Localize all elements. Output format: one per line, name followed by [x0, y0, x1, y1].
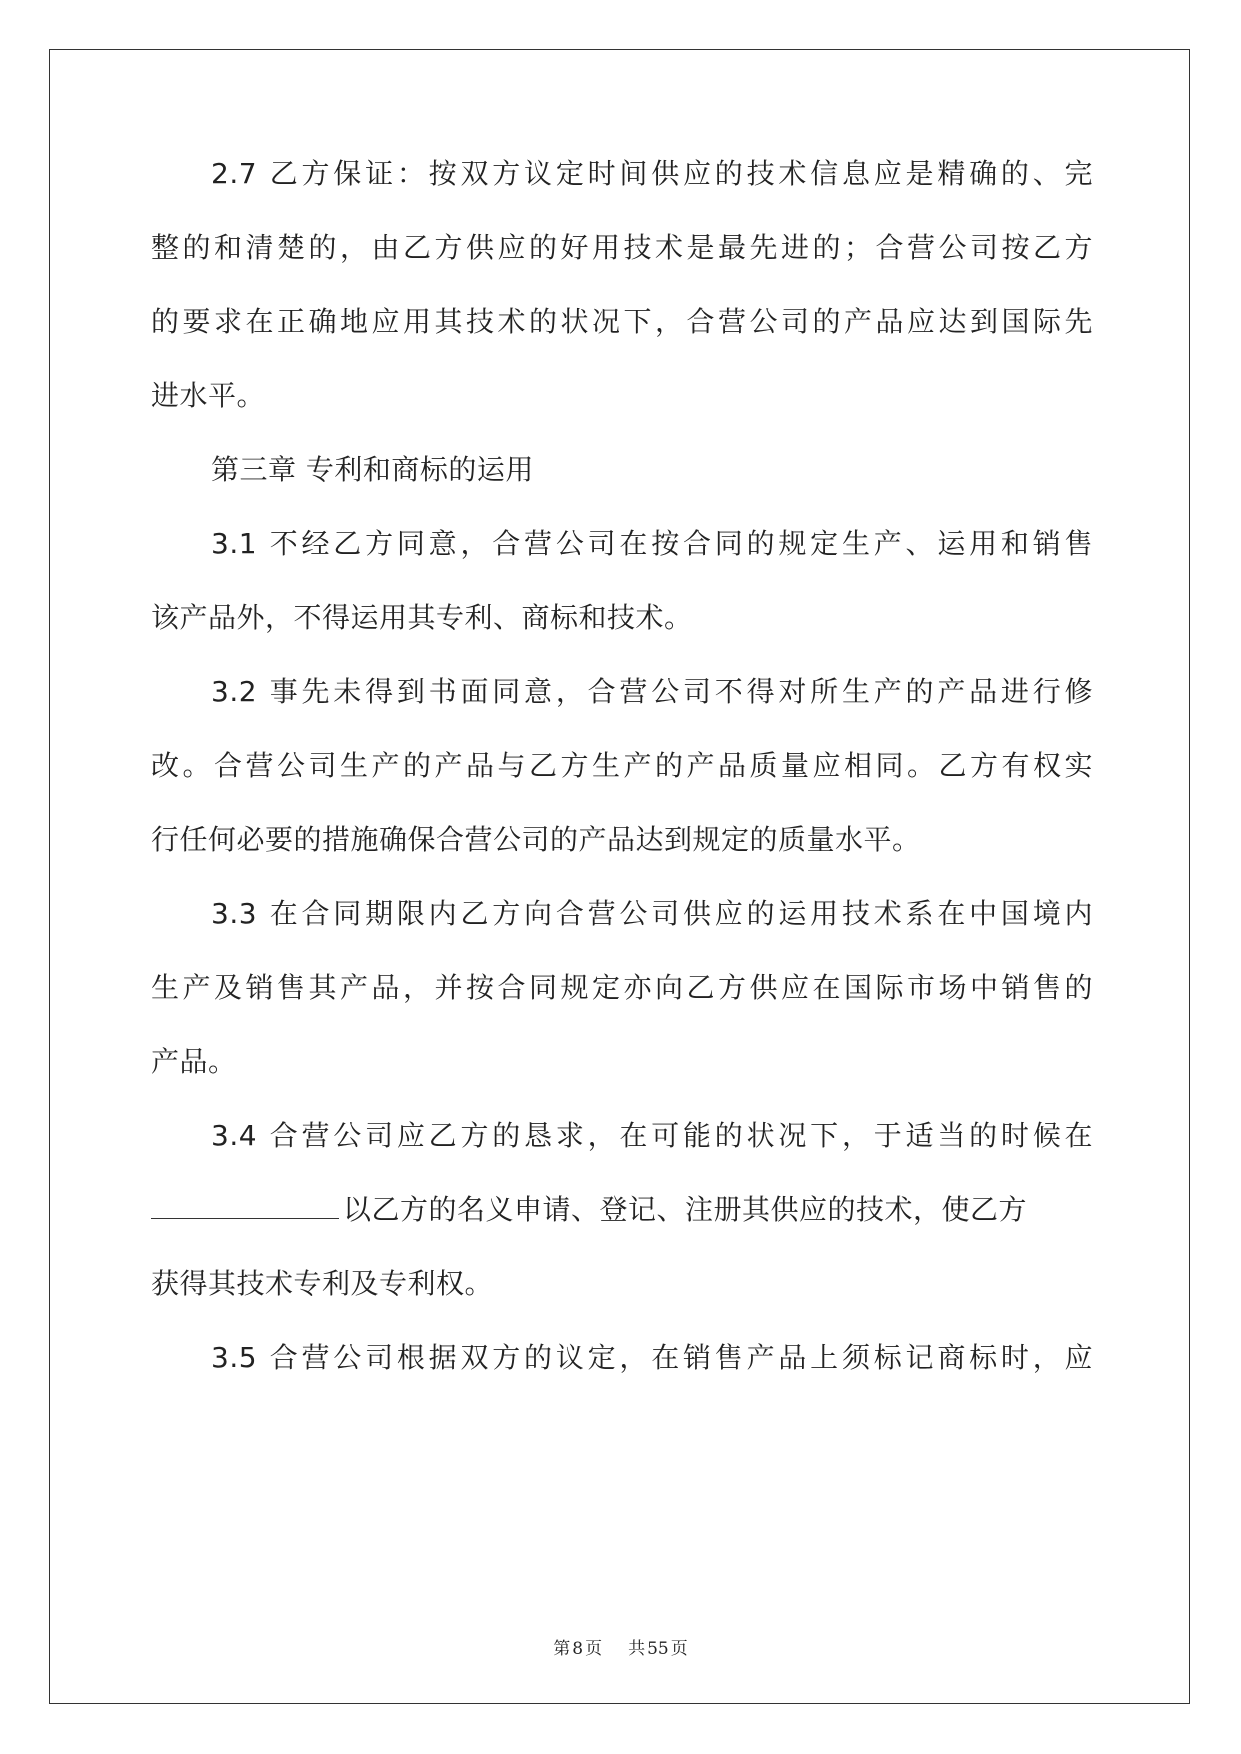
paragraph-3-3-line-1: 3.3 在合同期限内乙方向合营公司供应的运用技术系在中国境内: [211, 897, 1093, 930]
paragraph-3-2-line-3: 行任何必要的措施确保合营公司的产品达到规定的质量水平。: [151, 823, 921, 856]
page-border: [49, 49, 1190, 1704]
total-pages: 55: [647, 1639, 669, 1659]
chapter-3-heading: 第三章 专利和商标的运用: [211, 453, 534, 486]
page-number: 8: [572, 1639, 584, 1659]
paragraph-3-4-line-2-text: 以乙方的名义申请、登记、注册其供应的技术，使乙方: [343, 1193, 1028, 1226]
paragraph-3-4-line-3: 获得其技术专利及专利权。: [151, 1267, 494, 1300]
paragraph-3-2-line-1: 3.2 事先未得到书面同意，合营公司不得对所生产的产品进行修: [211, 675, 1093, 708]
paragraph-3-3-line-2: 生产及销售其产品，并按合同规定亦向乙方供应在国际市场中销售的: [151, 971, 1093, 1004]
paragraph-2-7-line-4: 进水平。: [151, 379, 266, 412]
fill-in-blank[interactable]: [151, 1192, 339, 1219]
page-footer: [0, 1634, 1241, 1659]
paragraph-2-7-line-2: 整的和清楚的，由乙方供应的好用技术是最先进的；合营公司按乙方: [151, 231, 1093, 264]
paragraph-3-3-line-3: 产品。: [151, 1045, 237, 1078]
paragraph-3-4-line-2: [151, 1192, 1093, 1228]
paragraph-3-5-line-1: 3.5 合营公司根据双方的议定，在销售产品上须标记商标时，应: [211, 1341, 1093, 1374]
paragraph-3-2-line-2: 改。合营公司生产的产品与乙方生产的产品质量应相同。乙方有权实: [151, 749, 1093, 782]
total-suffix: 页: [670, 1639, 688, 1659]
page-prefix: 第: [553, 1639, 571, 1659]
page-suffix: 页: [585, 1639, 603, 1659]
total-prefix: 共: [628, 1639, 646, 1659]
paragraph-2-7-line-3: 的要求在正确地应用其技术的状况下，合营公司的产品应达到国际先: [151, 305, 1093, 338]
paragraph-3-4-line-1: 3.4 合营公司应乙方的恳求，在可能的状况下，于适当的时候在: [211, 1119, 1093, 1152]
paragraph-3-1-line-2: 该产品外，不得运用其专利、商标和技术。: [151, 601, 693, 634]
paragraph-2-7-line-1: 2.7 乙方保证：按双方议定时间供应的技术信息应是精确的、完: [211, 157, 1093, 190]
paragraph-3-1-line-1: 3.1 不经乙方同意，合营公司在按合同的规定生产、运用和销售: [211, 527, 1093, 560]
